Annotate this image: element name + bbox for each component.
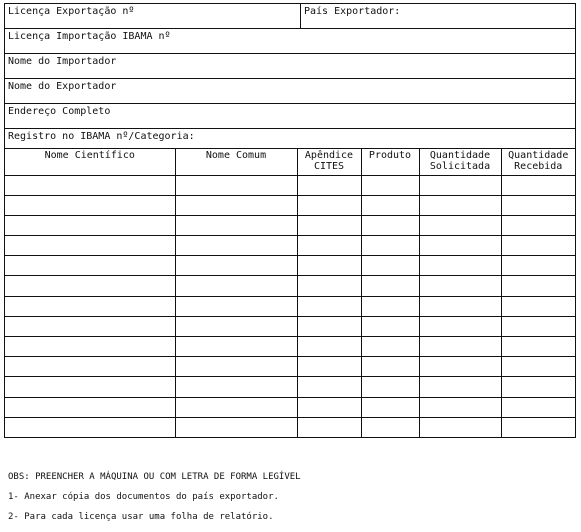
cell-scientific-name[interactable]	[5, 296, 175, 316]
cell-received-quantity[interactable]	[501, 256, 575, 276]
col-common-name: Nome Comum	[175, 149, 297, 175]
species-table-body	[5, 175, 575, 437]
col-received-quantity: Quantidade Recebida	[501, 149, 575, 175]
table-row	[5, 276, 575, 296]
table-row	[5, 195, 575, 215]
cell-cites-appendix[interactable]	[297, 397, 361, 417]
table-header-row	[5, 149, 575, 175]
cell-common-name[interactable]	[175, 175, 297, 195]
cell-requested-quantity[interactable]	[419, 417, 501, 437]
cell-scientific-name[interactable]	[5, 357, 175, 377]
exporter-name-label: Nome do Exportador	[8, 81, 117, 92]
cell-product[interactable]	[361, 316, 419, 336]
table-row	[5, 236, 575, 256]
cell-requested-quantity[interactable]	[419, 175, 501, 195]
cell-cites-appendix[interactable]	[297, 377, 361, 397]
cell-cites-appendix[interactable]	[297, 195, 361, 215]
cell-common-name[interactable]	[175, 337, 297, 357]
cell-received-quantity[interactable]	[501, 337, 575, 357]
table-row	[5, 175, 575, 195]
cell-received-quantity[interactable]	[501, 296, 575, 316]
cell-product[interactable]	[361, 236, 419, 256]
address-field[interactable]	[5, 104, 575, 129]
cell-product[interactable]	[361, 357, 419, 377]
table-row	[5, 316, 575, 336]
cell-requested-quantity[interactable]	[419, 215, 501, 235]
cell-requested-quantity[interactable]	[419, 236, 501, 256]
cell-product[interactable]	[361, 337, 419, 357]
table-row	[5, 256, 575, 276]
cell-cites-appendix[interactable]	[297, 417, 361, 437]
cell-received-quantity[interactable]	[501, 357, 575, 377]
cell-requested-quantity[interactable]	[419, 377, 501, 397]
cell-scientific-name[interactable]	[5, 316, 175, 336]
cell-requested-quantity[interactable]	[419, 397, 501, 417]
cell-product[interactable]	[361, 256, 419, 276]
cell-product[interactable]	[361, 175, 419, 195]
cell-common-name[interactable]	[175, 296, 297, 316]
table-row	[5, 377, 575, 397]
cell-common-name[interactable]	[175, 215, 297, 235]
cell-received-quantity[interactable]	[501, 215, 575, 235]
cell-received-quantity[interactable]	[501, 316, 575, 336]
cell-requested-quantity[interactable]	[419, 337, 501, 357]
cell-scientific-name[interactable]	[5, 256, 175, 276]
exporting-country-label: País Exportador:	[304, 6, 401, 17]
cell-received-quantity[interactable]	[501, 175, 575, 195]
cell-scientific-name[interactable]	[5, 175, 175, 195]
note-item-2: 2- Para cada licença usar uma folha de relatório.	[8, 512, 274, 522]
cell-scientific-name[interactable]	[5, 377, 175, 397]
notes-section	[8, 472, 301, 532]
cell-common-name[interactable]	[175, 377, 297, 397]
note-item-1: 1- Anexar cópia dos documentos do país exportador.	[8, 492, 279, 502]
cell-common-name[interactable]	[175, 195, 297, 215]
cell-product[interactable]	[361, 195, 419, 215]
obs-note: OBS: PREENCHER A MÁQUINA OU COM LETRA DE FORMA LEGÍVEL	[8, 472, 301, 482]
cell-product[interactable]	[361, 397, 419, 417]
cell-cites-appendix[interactable]	[297, 296, 361, 316]
col-scientific-name: Nome Científico	[5, 149, 175, 175]
table-row	[5, 397, 575, 417]
cell-common-name[interactable]	[175, 236, 297, 256]
species-table	[5, 149, 575, 437]
table-row	[5, 337, 575, 357]
export-license-label: Licença Exportação nº	[8, 6, 135, 17]
table-row	[5, 215, 575, 235]
table-row	[5, 296, 575, 316]
cell-common-name[interactable]	[175, 417, 297, 437]
ibama-registration-label: Registro no IBAMA nº/Categoria:	[8, 131, 195, 142]
cell-scientific-name[interactable]	[5, 195, 175, 215]
cell-requested-quantity[interactable]	[419, 316, 501, 336]
col-product: Produto	[361, 149, 419, 175]
cell-product[interactable]	[361, 276, 419, 296]
importer-name-field[interactable]	[5, 54, 575, 79]
col-requested-quantity: Quantidade Solicitada	[419, 149, 501, 175]
cell-common-name[interactable]	[175, 316, 297, 336]
cell-product[interactable]	[361, 296, 419, 316]
cell-product[interactable]	[361, 377, 419, 397]
cell-common-name[interactable]	[175, 357, 297, 377]
exporting-country-field[interactable]	[301, 4, 575, 28]
table-row	[5, 357, 575, 377]
cell-common-name[interactable]	[175, 256, 297, 276]
cell-scientific-name[interactable]	[5, 417, 175, 437]
export-license-row	[5, 4, 575, 29]
cell-received-quantity[interactable]	[501, 236, 575, 256]
cell-scientific-name[interactable]	[5, 215, 175, 235]
cell-common-name[interactable]	[175, 397, 297, 417]
cell-cites-appendix[interactable]	[297, 256, 361, 276]
cell-requested-quantity[interactable]	[419, 195, 501, 215]
cell-product[interactable]	[361, 215, 419, 235]
cell-requested-quantity[interactable]	[419, 357, 501, 377]
cell-scientific-name[interactable]	[5, 397, 175, 417]
import-license-field[interactable]	[5, 29, 575, 54]
cell-received-quantity[interactable]	[501, 276, 575, 296]
col-cites-appendix: Apêndice CITES	[297, 149, 361, 175]
cell-scientific-name[interactable]	[5, 337, 175, 357]
cell-cites-appendix[interactable]	[297, 215, 361, 235]
importer-name-label: Nome do Importador	[8, 56, 117, 67]
cell-requested-quantity[interactable]	[419, 296, 501, 316]
cell-cites-appendix[interactable]	[297, 236, 361, 256]
exporter-name-field[interactable]	[5, 79, 575, 104]
cell-cites-appendix[interactable]	[297, 276, 361, 296]
export-license-field[interactable]	[5, 4, 301, 28]
table-row	[5, 417, 575, 437]
cell-product[interactable]	[361, 417, 419, 437]
cell-scientific-name[interactable]	[5, 236, 175, 256]
ibama-registration-field[interactable]	[5, 129, 575, 149]
cell-received-quantity[interactable]	[501, 377, 575, 397]
cell-requested-quantity[interactable]	[419, 256, 501, 276]
import-license-label: Licença Importação IBAMA nº	[8, 31, 171, 42]
cell-requested-quantity[interactable]	[419, 276, 501, 296]
cell-received-quantity[interactable]	[501, 397, 575, 417]
cell-common-name[interactable]	[175, 276, 297, 296]
address-label: Endereço Completo	[8, 106, 111, 117]
cell-scientific-name[interactable]	[5, 276, 175, 296]
cell-cites-appendix[interactable]	[297, 316, 361, 336]
cell-cites-appendix[interactable]	[297, 337, 361, 357]
cell-received-quantity[interactable]	[501, 417, 575, 437]
cell-cites-appendix[interactable]	[297, 357, 361, 377]
cell-received-quantity[interactable]	[501, 195, 575, 215]
license-report-form	[4, 3, 576, 438]
cell-cites-appendix[interactable]	[297, 175, 361, 195]
